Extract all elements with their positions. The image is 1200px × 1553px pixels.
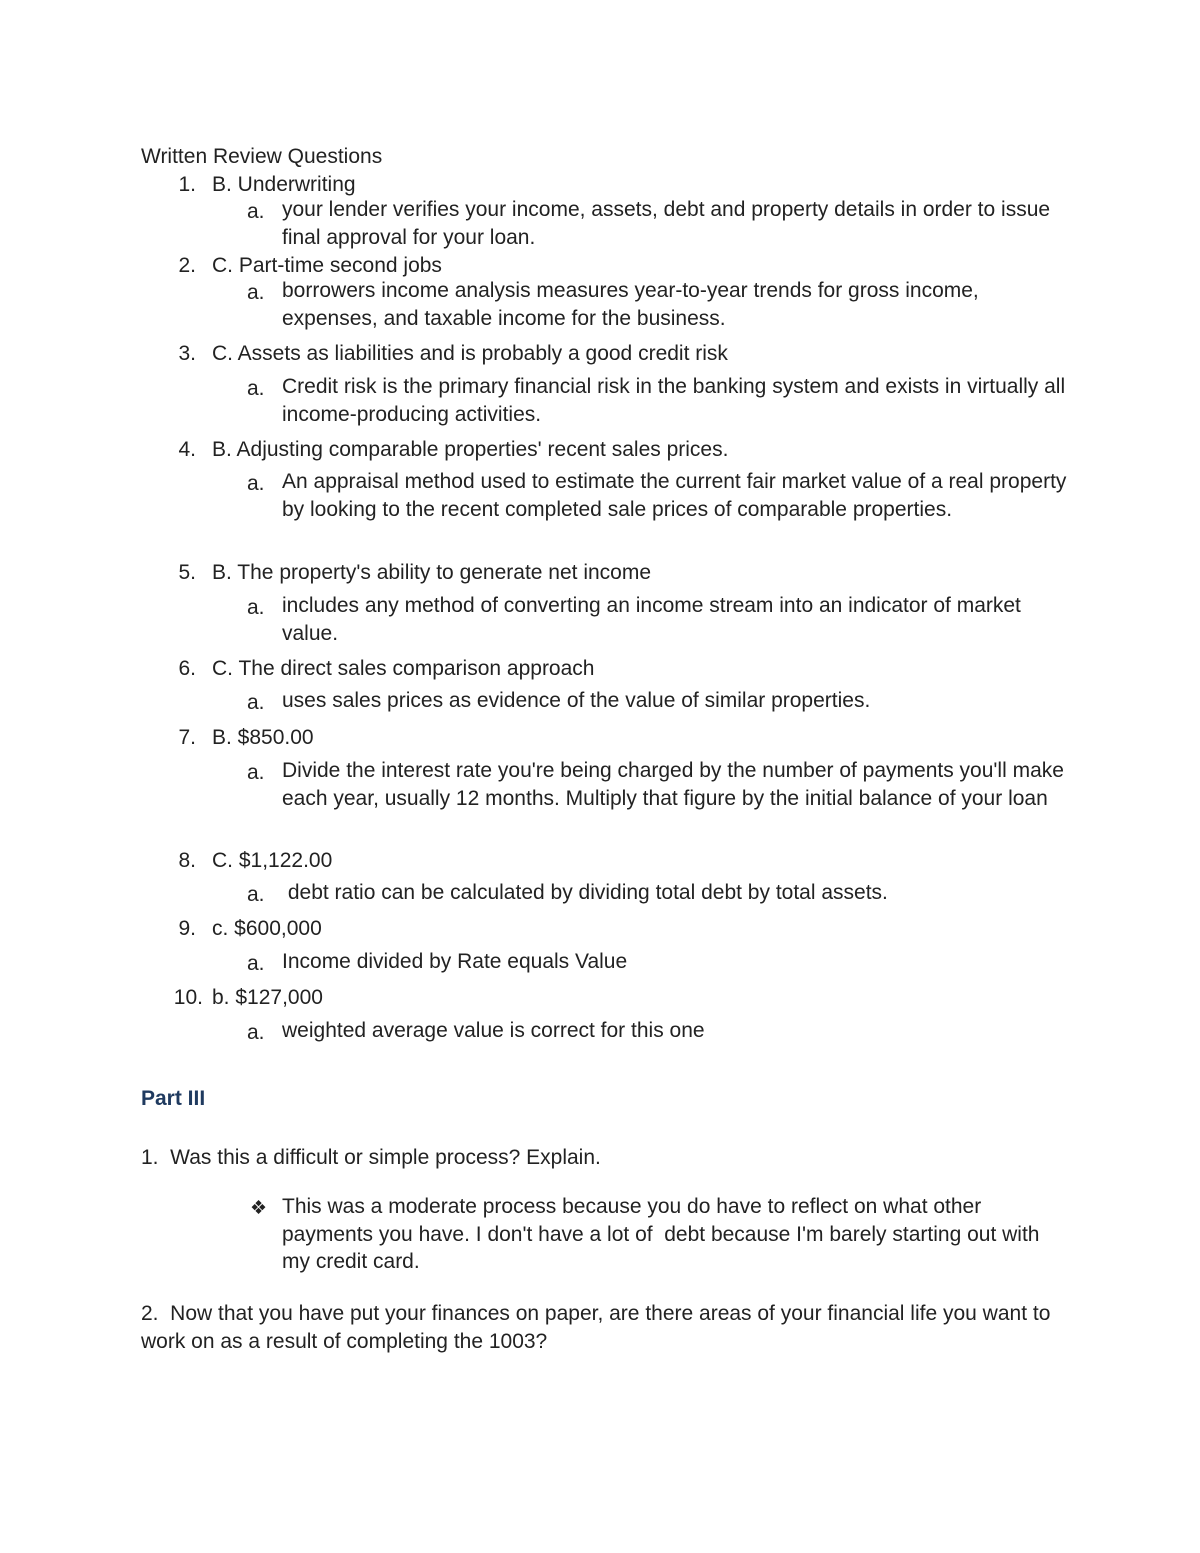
explanation-text: Income divided by Rate equals Value [282,950,628,973]
explanation-text: debt ratio can be calculated by dividing total debt by total assets. [282,881,888,904]
explanation-label: a. [247,761,265,784]
question-answer: B. Underwriting [212,173,356,196]
question-answer: B. $850.00 [212,726,314,749]
explanation-text: uses sales prices as evidence of the value of similar properties. [282,689,871,712]
explanation-label: a. [247,377,265,400]
question-number: 3. [178,342,196,365]
section-heading: Part III [141,1087,206,1110]
explanation-text: borrowers income analysis measures year-to-year trends for gross income, expenses, and taxable income for the business. [282,279,979,330]
question-answer: B. Adjusting comparable properties' recent sales prices. [212,438,729,461]
page-title: Written Review Questions [141,145,383,168]
question-number: 7. [178,726,196,749]
explanation-label: a. [247,472,265,495]
reflection-question-2: 2. Now that you have put your finances on paper, are there areas of your financial life you want to work on as a result of completing the 1003? [141,1302,1057,1353]
explanation-text: An appraisal method used to estimate the current fair market value of a real property by looking to the recent completed sale prices of comparable properties. [282,470,1067,521]
question-answer: C. $1,122.00 [212,849,333,872]
explanation-text: Credit risk is the primary financial risk in the banking system and exists in virtually all income-producing activities. [282,375,1066,426]
explanation-label: a. [247,883,265,906]
question-number: 10. [173,986,203,1009]
question-number: 2. [178,254,196,277]
reflection-question-1: 1. Was this a difficult or simple process? Explain. [141,1146,601,1169]
explanation-label: a. [247,596,265,619]
explanation-text: weighted average value is correct for this one [282,1019,705,1042]
question-answer: b. $127,000 [212,986,323,1009]
explanation-label: a. [247,691,265,714]
question-number: 1. [178,173,196,196]
question-number: 9. [178,917,196,940]
question-answer: C. The direct sales comparison approach [212,657,595,680]
explanation-text: your lender verifies your income, assets, debt and property details in order to issue final approval for your loan. [282,198,1051,249]
explanation-label: a. [247,1021,265,1044]
question-answer: c. $600,000 [212,917,322,940]
explanation-label: a. [247,281,265,304]
explanation-text: includes any method of converting an income stream into an indicator of market value. [282,594,1021,645]
question-answer: B. The property's ability to generate net income [212,561,652,584]
explanation-label: a. [247,200,265,223]
reflection-answer-1: This was a moderate process because you do have to reflect on what other payments you have. I don't have a lot of debt because I'm barely starting out with my credit card. [282,1195,1046,1273]
question-answer: C. Part-time second jobs [212,254,442,277]
question-number: 8. [178,849,196,872]
question-number: 5. [178,561,196,584]
question-number: 6. [178,657,196,680]
explanation-label: a. [247,952,265,975]
explanation-text: Divide the interest rate you're being charged by the number of payments you'll make each year, usually 12 months. Multiply that figure by the initial balance of your loan [282,759,1064,810]
question-answer: C. Assets as liabilities and is probably a good credit risk [212,342,728,365]
diamond-bullet-icon: ❖ [250,1198,268,1219]
question-number: 4. [178,438,196,461]
